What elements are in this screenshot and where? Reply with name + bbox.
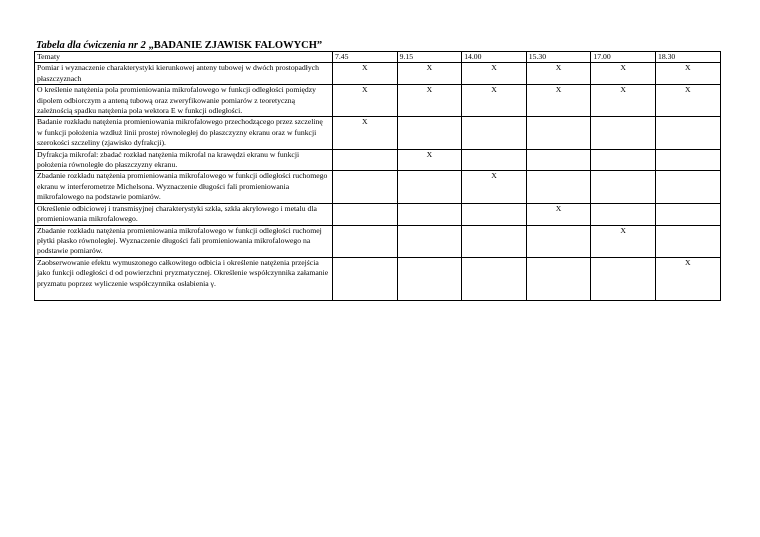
mark-cell (333, 257, 398, 300)
header-row (35, 52, 721, 63)
mark-cell: X (333, 63, 398, 85)
time-header: 17.00 (591, 52, 656, 63)
schedule-table (34, 51, 721, 301)
mark-cell (397, 171, 462, 203)
mark-cell (333, 203, 398, 225)
mark-cell (397, 203, 462, 225)
mark-cell (655, 171, 720, 203)
mark-cell (526, 257, 591, 300)
mark-cell (462, 225, 527, 257)
mark-cell (526, 149, 591, 171)
topic-cell: O kreślenie natężenia pola promieniowania mikrofalowego w funkcji odległości pomiędzy dipolem odbiorczym a anteną tubową oraz zweryfikowanie pomiarów z teoretyczną zależnością spadku natężenia pola wektora E w funkcji odległości. (35, 85, 333, 117)
mark-cell: X (462, 171, 527, 203)
mark-cell (333, 225, 398, 257)
time-header: 18.30 (655, 52, 720, 63)
topic-cell: Określenie odbiciowej i transmisyjnej charakterystyki szkła, szkła akrylowego i metalu dla promieniowania mikrofalowego. (35, 203, 333, 225)
mark-cell (526, 117, 591, 149)
mark-cell (591, 117, 656, 149)
mark-cell (655, 149, 720, 171)
mark-cell: X (333, 117, 398, 149)
mark-cell (591, 149, 656, 171)
time-header: 9.15 (397, 52, 462, 63)
topic-cell: Pomiar i wyznaczenie charakterystyki kierunkowej anteny tubowej w dwóch prostopadłych płaszczyznach (35, 63, 333, 85)
mark-cell: X (397, 85, 462, 117)
mark-cell (655, 203, 720, 225)
mark-cell (333, 171, 398, 203)
mark-cell (591, 257, 656, 300)
mark-cell: X (462, 63, 527, 85)
mark-cell (526, 225, 591, 257)
mark-cell: X (526, 63, 591, 85)
mark-cell (397, 257, 462, 300)
topic-cell: Dyfrakcja mikrofal: zbadać rozkład natężenia mikrofal na krawędzi ekranu w funkcji położenia równoległe do płaszczyzny ekranu. (35, 149, 333, 171)
mark-cell: X (591, 63, 656, 85)
time-header: 14.00 (462, 52, 527, 63)
time-header: 7.45 (333, 52, 398, 63)
mark-cell (397, 225, 462, 257)
topic-cell: Zaobserwowanie efektu wymuszonego całkowitego odbicia i określenie natężenia przejścia jako funkcji odległości d od powierzchni pryzmatycznej. Określenie współczynnika załamanie pryzmatu poprzez wyliczenie współczynnika osłabienia γ. (35, 257, 333, 300)
topics-header: Tematy (35, 52, 333, 63)
mark-cell: X (591, 85, 656, 117)
mark-cell (655, 225, 720, 257)
mark-cell (397, 117, 462, 149)
mark-cell: X (333, 85, 398, 117)
mark-cell: X (591, 225, 656, 257)
table-row (35, 257, 721, 300)
table-row (35, 85, 721, 117)
topic-cell: Zbadanie rozkładu natężenia promieniowania mikrofalowego w funkcji odległości ruchomej płytki płasko równoległej. Wyznaczenie długości fali promieniowania mikrofalowego na podstawie pomiarów. (35, 225, 333, 257)
mark-cell (462, 149, 527, 171)
mark-cell: X (526, 203, 591, 225)
mark-cell (526, 171, 591, 203)
table-row (35, 149, 721, 171)
mark-cell: X (526, 85, 591, 117)
mark-cell: X (655, 63, 720, 85)
table-row (35, 63, 721, 85)
table-row (35, 171, 721, 203)
mark-cell (462, 257, 527, 300)
mark-cell (591, 203, 656, 225)
table-row (35, 225, 721, 257)
mark-cell: X (397, 149, 462, 171)
table-row (35, 203, 721, 225)
title-main: „BADANIE ZJAWISK FALOWYCH” (145, 40, 323, 51)
mark-cell (462, 117, 527, 149)
topic-cell: Zbadanie rozkładu natężenia promieniowania mikrofalowego w funkcji odległości ruchomego ekranu w interferometrze Michelsona. Wyznaczenie długości fali promieniowania mikrofalowego na podstawie pomiarów. (35, 171, 333, 203)
topic-cell: Badanie rozkładu natężenia promieniowania mikrofalowego przechodzącego przez szczelinę w funkcji położenia wzdłuż linii prostej równoległej do płaszczyzny ekranu oraz w funkcji szerokości szczeliny (zjawisko dyfrakcji). (35, 117, 333, 149)
mark-cell: X (462, 85, 527, 117)
mark-cell: X (655, 85, 720, 117)
table-row (35, 117, 721, 149)
time-header: 15.30 (526, 52, 591, 63)
mark-cell (655, 117, 720, 149)
mark-cell (333, 149, 398, 171)
mark-cell (462, 203, 527, 225)
title-prefix: Tabela dla ćwiczenia nr 2 (36, 40, 146, 51)
mark-cell (591, 171, 656, 203)
mark-cell: X (397, 63, 462, 85)
mark-cell: X (655, 257, 720, 300)
